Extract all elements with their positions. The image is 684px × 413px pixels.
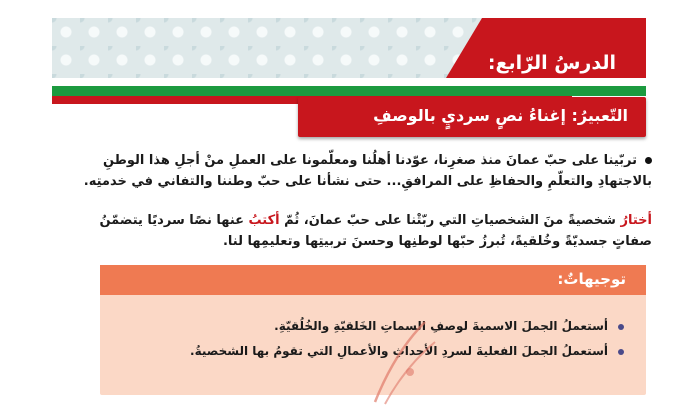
bullet-icon xyxy=(618,349,624,355)
tips-header xyxy=(100,265,646,295)
tip-item: أستعملُ الجملَ الاسميةَ لوصفِ السماتِ الخَلقيّةِ والخُلُقيّةِ. xyxy=(274,319,624,333)
task-verb-choose: أختارُ xyxy=(620,213,652,228)
section-header xyxy=(298,97,646,137)
tip-item: أستعملُ الجملَ الفعليةَ لسردِ الأحداثِ والأعمالِ التي تقومُ بها الشخصيةُ. xyxy=(190,344,624,358)
task-paragraph xyxy=(72,210,652,252)
intro-paragraph xyxy=(72,150,652,192)
task-verb-write: أكتبُ xyxy=(248,213,280,228)
intro-line-1: تربّينا على حبّ عمانَ منذ صغرِنا، عوّدنا أهلُنا ومعلّمونا على العملِ منْ أجلِ هذا الوطنِ xyxy=(72,150,652,171)
lesson-title: الدرسُ الرّابع: xyxy=(487,52,616,74)
lesson-banner xyxy=(52,18,646,88)
watermark-stamp xyxy=(365,312,445,412)
banner-green-stripe xyxy=(52,86,646,96)
task-part-1: شخصيةً منَ الشخصياتِ التي ربّتْنا على حبّ عمانَ، ثُمّ xyxy=(279,213,621,228)
bullet-icon xyxy=(645,157,652,164)
intro-line-2: بالاجتهادِ والتعلّمِ والحفاظِ على المرافقِ... حتى نشأنا على حبّ وطننا والتفاني في خدمتِه. xyxy=(83,174,652,189)
bullet-icon xyxy=(618,324,624,330)
tips-title: توجيهاتٌ: xyxy=(557,270,626,288)
task-line-1 xyxy=(72,210,652,231)
task-part-2: عنها نصًا سرديًا يتضمّنُ xyxy=(99,213,249,228)
section-title: التّعبيرُ: إغناءُ نصٍ سرديٍ بالوصفِ xyxy=(373,106,628,125)
task-line-2: صفاتٍ جسديّةً وخُلقيةً، تُبرزُ حبّها لوطنِها وحسنَ تربيتِها وتعليمِها لنا. xyxy=(222,234,652,249)
